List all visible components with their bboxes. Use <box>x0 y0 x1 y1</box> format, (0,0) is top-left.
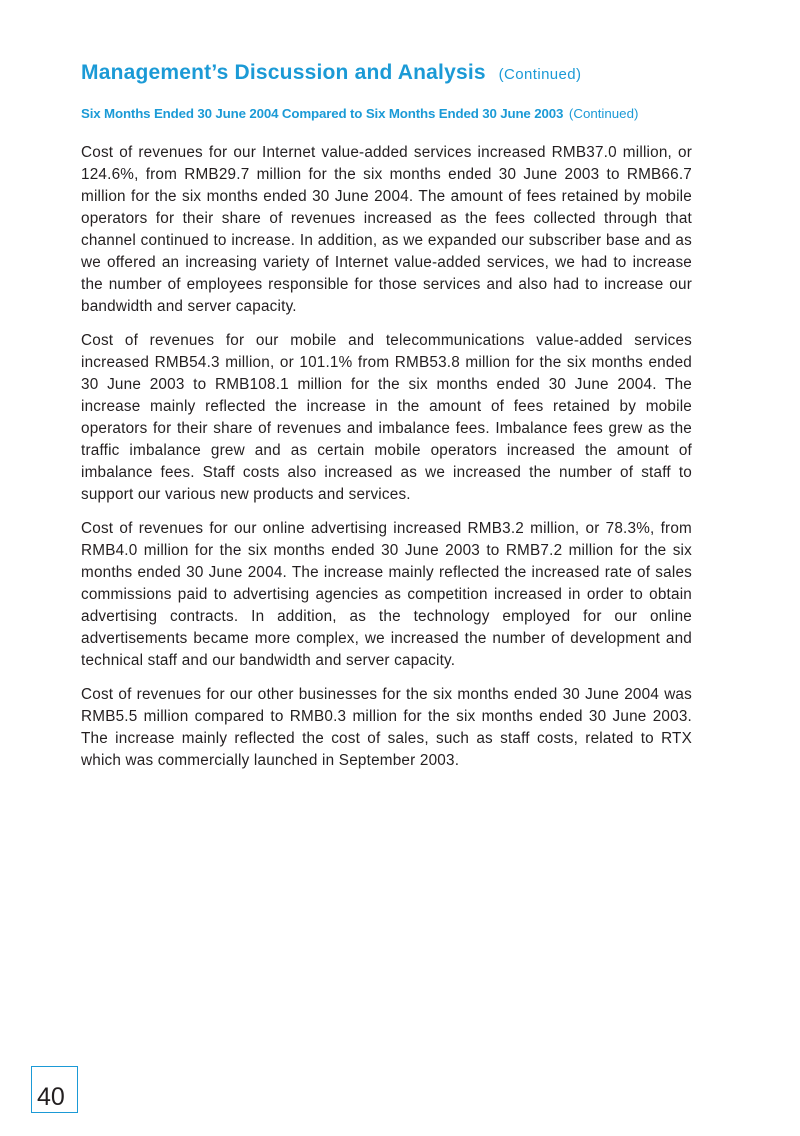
page-title-continued: (Continued) <box>498 66 582 83</box>
body-text <box>81 142 692 784</box>
section-heading <box>81 106 638 121</box>
section-title: Six Months Ended 30 June 2004 Compared to Six Months Ended 30 June 2003 <box>81 106 564 121</box>
page-number-box <box>31 1066 78 1113</box>
page-title: Management’s Discussion and Analysis <box>81 61 486 84</box>
section-title-continued: (Continued) <box>568 106 639 121</box>
page-heading <box>81 50 581 87</box>
paragraph-online-advertising-costs: Cost of revenues for our online advertising increased RMB3.2 million, or 78.3%, from RMB4.0 million for the six months ended 30 June 2003 to RMB7.2 million for the six months ended 30 June 2004. The increase mainly reflected the increased rate of sales commissions paid to advertising agencies as competition increased in order to obtain advertising contracts. In addition, as the technology employed for our online advertisements became more complex, we increased the number of development and technical staff and our bandwidth and server capacity. <box>81 520 692 669</box>
paragraph-internet-vas-costs: Cost of revenues for our Internet value-added services increased RMB37.0 million, or 124.6%, from RMB29.7 million for the six months ended 30 June 2003 to RMB66.7 million for the six months ended 30 June 2004. The amount of fees retained by mobile operators for their share of revenues increased as the fees collected through that channel continued to increase. In addition, as we expanded our subscriber base and as we offered an increasing variety of Internet value-added services, we had to increase the number of employees responsible for those services and also had to increase our bandwidth and server capacity. <box>81 144 692 315</box>
page-number: 40 <box>37 1083 65 1111</box>
paragraph-other-businesses-costs: Cost of revenues for our other businesses for the six months ended 30 June 2004 was RMB5.5 million compared to RMB0.3 million for the six months ended 30 June 2003. The increase mainly reflected the cost of sales, such as staff costs, related to RTX which was commercially launched in September 2003. <box>81 686 692 769</box>
paragraph-mobile-vas-costs: Cost of revenues for our mobile and telecommunications value-added services increased RMB54.3 million, or 101.1% from RMB53.8 million for the six months ended 30 June 2003 to RMB108.1 million for the six months ended 30 June 2004. The increase mainly reflected the increase in the amount of fees retained by mobile operators for their share of revenues and imbalance fees. Imbalance fees grew as the traffic imbalance grew and as certain mobile operators increased the amount of imbalance fees. Staff costs also increased as we increased the number of staff to support our various new products and services. <box>81 332 692 503</box>
